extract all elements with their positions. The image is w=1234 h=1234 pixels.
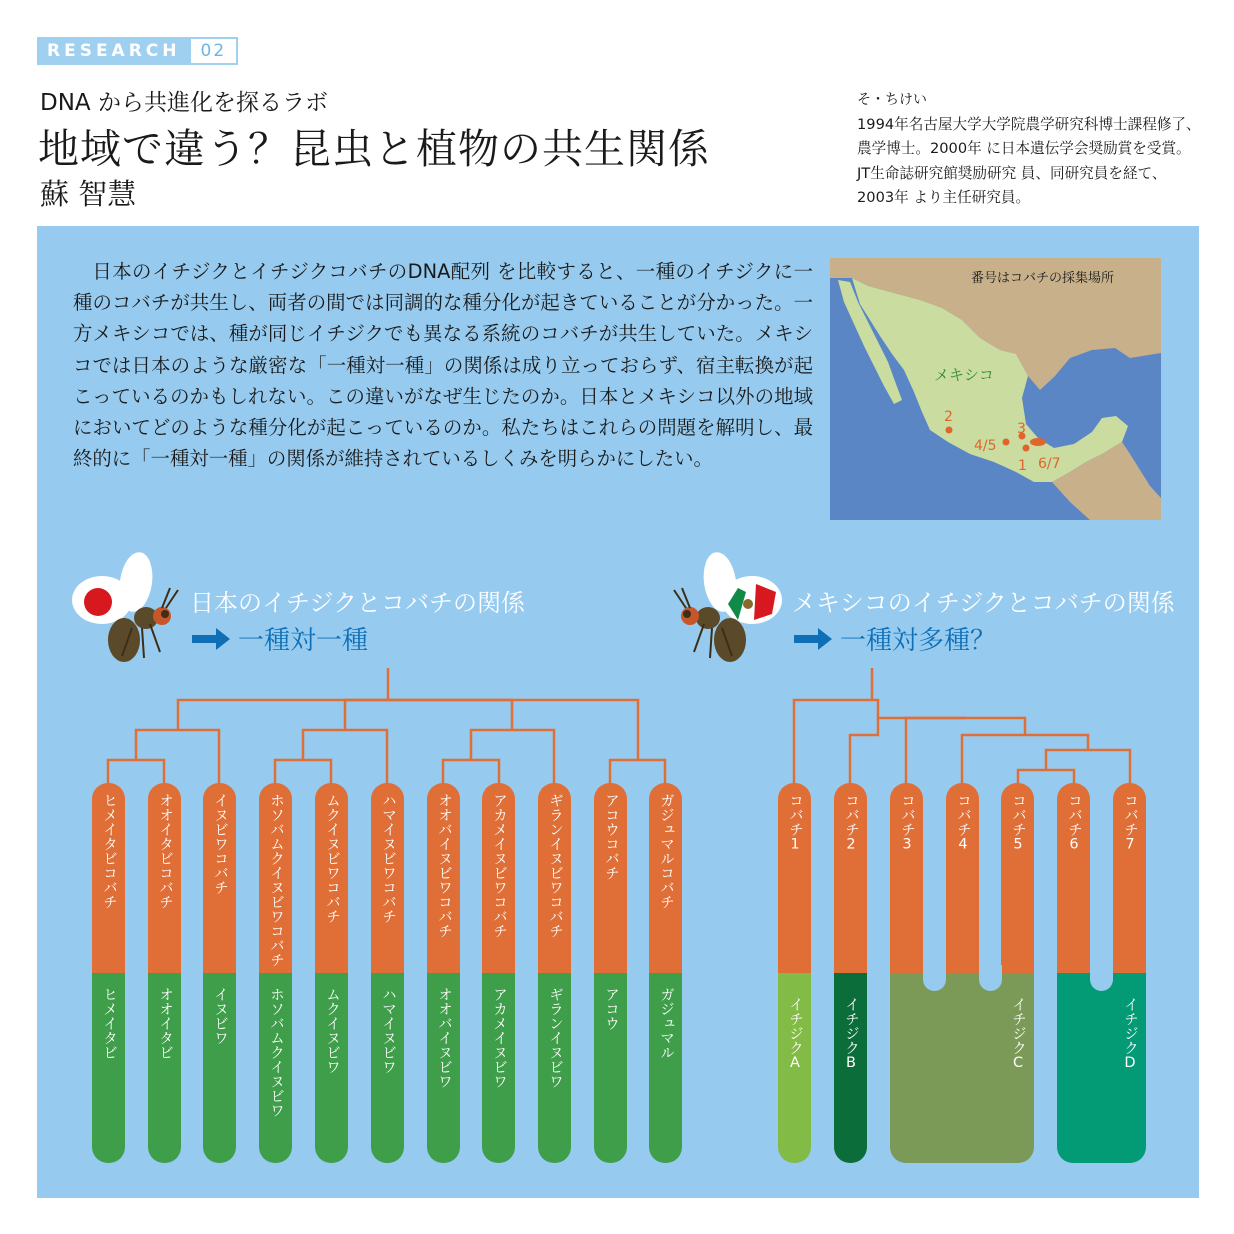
fig-name: ヒメイタビ: [101, 987, 117, 1060]
wasp-bar: [148, 783, 181, 973]
fig-name: オオイタビ: [157, 987, 173, 1060]
mexico-wasp-bar: [778, 783, 811, 989]
wasp-name: アカメイヌビワコバチ: [491, 793, 507, 938]
wasp-name: コバチ3: [899, 793, 915, 853]
wasp-name: ホソバムクイヌビワコバチ: [268, 793, 284, 967]
mexico-relation-label: 一種対多種？: [840, 626, 997, 656]
fig-name: イチジクB: [843, 997, 859, 1071]
fig-bar: [259, 973, 292, 1163]
japan-pair-pill: [259, 783, 292, 1163]
fig-name: イチジクA: [787, 997, 803, 1071]
fig-bar: [315, 973, 348, 1163]
japan-pair-pill: [427, 783, 460, 1163]
wasp-name: コバチ5: [1010, 793, 1026, 853]
wasp-bar: [315, 783, 348, 973]
wasp-bar: [92, 783, 125, 973]
wasp-bar: [203, 783, 236, 973]
mexico-fig-bar: [890, 973, 1034, 1163]
mexico-wasp-bar: [1001, 783, 1034, 989]
fig-name: ハマイヌビワ: [380, 987, 396, 1074]
map-site-label: 2: [944, 409, 953, 425]
japan-pair-pill: [649, 783, 682, 1163]
bio-name: そ・ちけい: [857, 92, 927, 108]
wasp-name: コバチ6: [1066, 793, 1082, 853]
japan-pair-pill: [371, 783, 404, 1163]
fig-bar: [482, 973, 515, 1163]
wasp-bar: [649, 783, 682, 973]
wasp-bar: [482, 783, 515, 973]
tree-branch: [794, 700, 878, 800]
wasp-name: コバチ1: [787, 793, 803, 853]
wasp-name: イヌビワコバチ: [212, 793, 228, 895]
wasp-name: コバチ4: [955, 793, 971, 853]
wasp-name: オオバイヌビワコバチ: [436, 793, 452, 938]
fig-bar: [649, 973, 682, 1163]
fig-bar: [594, 973, 627, 1163]
fig-name: イチジクC: [1010, 997, 1026, 1071]
page-title: 地域で違う？昆虫と植物の共生関係: [38, 125, 710, 173]
tag-number: 02: [189, 37, 239, 65]
wasp-name: アコウコバチ: [603, 793, 619, 880]
map-country-label: メキシコ: [934, 366, 994, 384]
wasp-name: オオイタビコバチ: [157, 793, 173, 909]
fig-name: イヌビワ: [212, 987, 228, 1045]
wasp-bar: [594, 783, 627, 973]
fig-name: オオバイヌビワ: [436, 987, 452, 1089]
fig-notch: [923, 965, 946, 991]
wasp-name: ハマイヌビワコバチ: [380, 793, 396, 924]
fig-bar: [427, 973, 460, 1163]
wasp-bar: [371, 783, 404, 973]
japan-pair-pill: [482, 783, 515, 1163]
fig-name: ホソバムクイヌビワ: [268, 987, 284, 1118]
wasp-bar: [538, 783, 571, 973]
fig-name: アカメイヌビワ: [491, 987, 507, 1089]
wasp-name: ガジュマルコバチ: [658, 793, 674, 909]
japan-pair-pill: [148, 783, 181, 1163]
page-subtitle: DNA から共進化を探るラボ: [40, 90, 328, 116]
japan-pair-pill: [594, 783, 627, 1163]
mexico-wasp-bar: [946, 783, 979, 989]
wasp-name: ムクイヌビワコバチ: [324, 793, 340, 924]
wasp-name: ギランイヌビワコバチ: [547, 793, 563, 938]
fig-name: ガジュマル: [658, 987, 674, 1060]
tag-label: RESEARCH: [37, 37, 189, 65]
map-site-label: 4/5: [974, 438, 997, 454]
body-text: 日本のイチジクとイチジクコバチのDNA配列 を比較すると、一種のイチジクに一種のコバチが共生し、両者の間では同調的な種分化が起きていることが分かった。一方メキシコでは、種が同じイチジクでも異なる系統のコバチが共生していた。メキシコでは日本のような厳密な「一種対一種」の関係は成り立っておらず、宿主転換が起こっているのかもしれない。この違いがなぜ生じたのか。日本とメキシコ以外の地域においてどのような種分化が起こっているのか。私たちはこれらの問題を解明し、最終的に「一種対一種」の関係が維持されているしくみを明らかにしたい。: [73, 260, 813, 471]
mexico-wasp-bar: [890, 783, 923, 989]
fig-bar: [148, 973, 181, 1163]
mexico-fig-bar: [1057, 973, 1146, 1163]
fig-bar: [538, 973, 571, 1163]
fig-name: ムクイヌビワ: [324, 987, 340, 1074]
mexico-fig-bar: [778, 973, 811, 1163]
author-name: 蘇 智慧: [40, 177, 137, 211]
fig-name: アコウ: [603, 987, 619, 1031]
map-site-label: 3: [1017, 421, 1026, 437]
wasp-bar: [427, 783, 460, 973]
mexico-fig-bar: [834, 973, 867, 1163]
wasp-name: コバチ7: [1122, 793, 1138, 853]
fig-name: ギランイヌビワ: [547, 987, 563, 1089]
mexico-section-title: メキシコのイチジクとコバチの関係: [792, 589, 1175, 617]
map-caption: 番号はコバチの採集場所: [971, 271, 1115, 286]
japan-relation-label: 一種対一種: [238, 626, 369, 656]
map-site-label: 1: [1018, 458, 1027, 474]
wasp-name: ヒメイタビコバチ: [101, 793, 117, 909]
japan-pair-pill: [315, 783, 348, 1163]
fig-bar: [92, 973, 125, 1163]
fig-bar: [203, 973, 236, 1163]
bio-text: 1994年名古屋大学大学院農学研究科博士課程修了、農学博士。2000年 に日本遺伝学会奨励賞を受賞。JT生命誌研究館奨励研究 員、同研究員を経て、2003年 より主任研究員。: [857, 115, 1201, 206]
map-site-label: 6/7: [1038, 456, 1061, 472]
fig-bar: [371, 973, 404, 1163]
mexico-wasp-bar: [834, 783, 867, 989]
mexico-wasp-bar: [1113, 783, 1146, 989]
wasp-bar: [259, 783, 292, 973]
fig-notch: [979, 965, 1002, 991]
wasp-name: コバチ2: [843, 793, 859, 853]
japan-section-title: 日本のイチジクとコバチの関係: [190, 589, 526, 617]
mexico-wasp-bar: [1057, 783, 1090, 989]
japan-pair-pill: [538, 783, 571, 1163]
japan-pair-pill: [92, 783, 125, 1163]
japan-pair-pill: [203, 783, 236, 1163]
fig-name: イチジクD: [1122, 997, 1138, 1071]
fig-notch: [1090, 965, 1113, 991]
